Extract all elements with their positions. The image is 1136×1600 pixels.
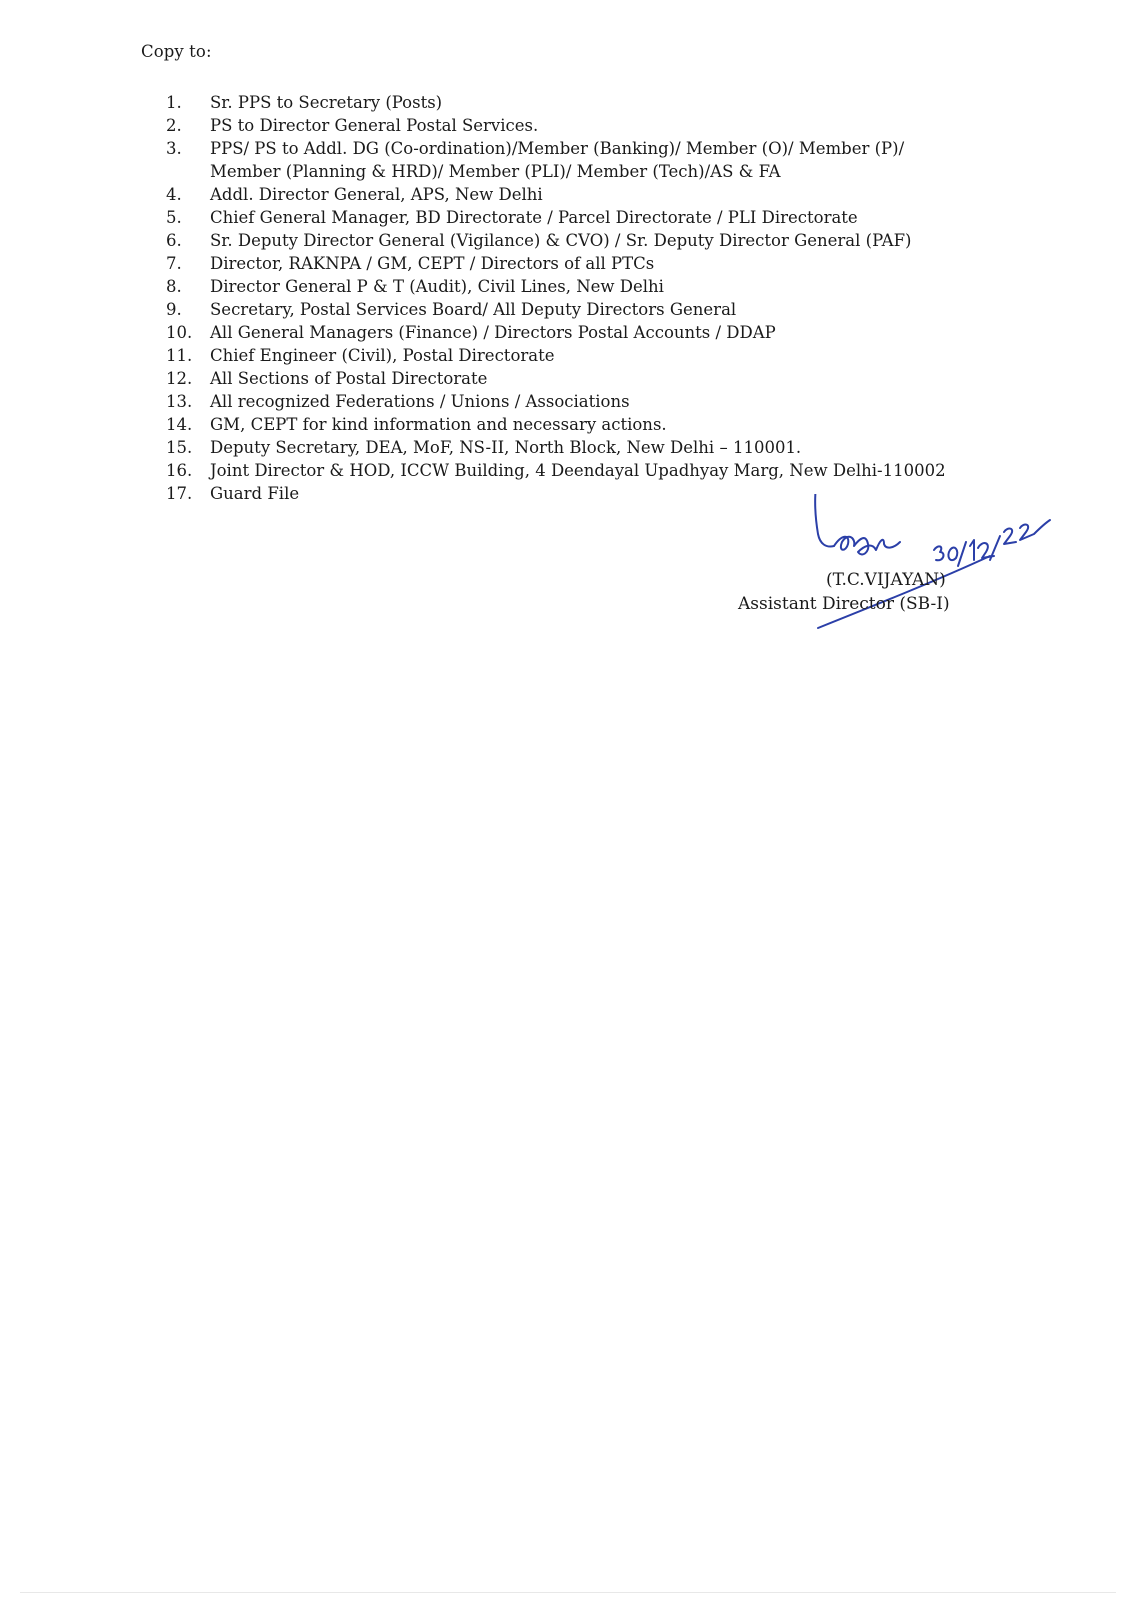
- item-text: PS to Director General Postal Services.: [210, 116, 539, 135]
- list-item: [166, 390, 1046, 413]
- item-number: 5.: [166, 208, 182, 227]
- item-text: Addl. Director General, APS, New Delhi: [210, 185, 543, 204]
- item-number: 12.: [166, 369, 193, 388]
- item-text: Secretary, Postal Services Board/ All Deputy Directors General: [210, 300, 737, 319]
- item-text: Joint Director & HOD, ICCW Building, 4 Deendayal Upadhyay Marg, New Delhi-110002: [210, 461, 946, 480]
- list-item: [166, 229, 1046, 252]
- item-text: GM, CEPT for kind information and necessary actions.: [210, 415, 667, 434]
- item-number: 11.: [166, 346, 193, 365]
- item-text: All Sections of Postal Directorate: [210, 369, 488, 388]
- page-edge-line: [20, 1592, 1116, 1593]
- item-text: All General Managers (Finance) / Directors Postal Accounts / DDAP: [210, 323, 776, 342]
- list-item: [166, 459, 1046, 482]
- item-number: 9.: [166, 300, 182, 319]
- list-item: [166, 275, 1046, 298]
- list-item: [166, 298, 1046, 321]
- list-item: [166, 206, 1046, 229]
- item-text: Sr. Deputy Director General (Vigilance) & CVO) / Sr. Deputy Director General (PAF): [210, 231, 912, 250]
- list-item: [166, 114, 1046, 137]
- list-item: [166, 344, 1046, 367]
- item-text: Sr. PPS to Secretary (Posts): [210, 93, 443, 112]
- item-text: Director, RAKNPA / GM, CEPT / Directors of all PTCs: [210, 254, 655, 273]
- signatory-name: (T.C.VIJAYAN): [826, 570, 946, 590]
- item-number: 17.: [166, 484, 193, 503]
- signature-block: [738, 494, 1058, 634]
- signatory-designation: Assistant Director (SB-I): [738, 594, 950, 614]
- item-text: All recognized Federations / Unions / Associations: [210, 392, 630, 411]
- list-item: [166, 252, 1046, 275]
- item-number: 14.: [166, 415, 193, 434]
- item-text: Director General P & T (Audit), Civil Lines, New Delhi: [210, 277, 664, 296]
- list-item: [166, 321, 1046, 344]
- list-item: [166, 413, 1046, 436]
- list-item: [166, 436, 1046, 459]
- item-number: 6.: [166, 231, 182, 250]
- list-item: [166, 183, 1046, 206]
- item-number: 2.: [166, 116, 182, 135]
- item-number: 15.: [166, 438, 193, 457]
- item-number: 7.: [166, 254, 182, 273]
- item-text: Chief General Manager, BD Directorate / Parcel Directorate / PLI Directorate: [210, 208, 858, 227]
- item-text: Chief Engineer (Civil), Postal Directorate: [210, 346, 555, 365]
- copy-to-heading: Copy to:: [141, 42, 212, 61]
- item-text: Guard File: [210, 484, 300, 503]
- item-number: 13.: [166, 392, 193, 411]
- list-item: [166, 91, 1046, 114]
- list-item: [166, 137, 1046, 183]
- item-number: 8.: [166, 277, 182, 296]
- list-item: [166, 367, 1046, 390]
- item-text: Deputy Secretary, DEA, MoF, NS-II, North Block, New Delhi – 110001.: [210, 438, 802, 457]
- item-number: 10.: [166, 323, 193, 342]
- item-number: 1.: [166, 93, 182, 112]
- item-text: PPS/ PS to Addl. DG (Co-ordination)/Member (Banking)/ Member (O)/ Member (P)/ Member (Planning & HRD)/ Member (PLI)/ Member (Tech)/AS & FA: [210, 139, 905, 181]
- item-number: 3.: [166, 139, 182, 158]
- recipient-list: [166, 91, 1046, 505]
- item-number: 16.: [166, 461, 193, 480]
- item-number: 4.: [166, 185, 182, 204]
